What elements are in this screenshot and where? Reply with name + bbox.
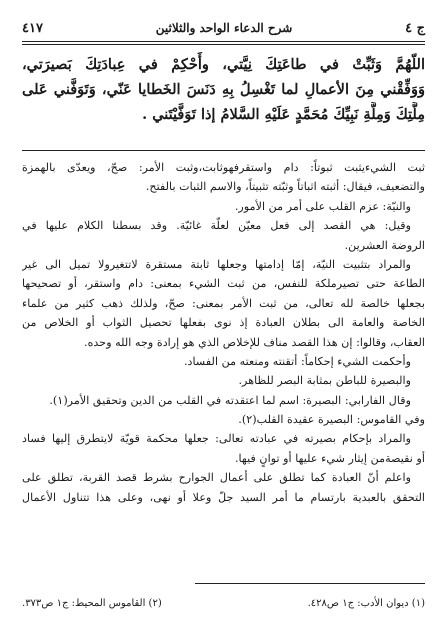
footnote-rule (195, 583, 425, 584)
section-rule (22, 150, 425, 151)
text-line: والنيّة: عزم القلب على أمر من الأمور. (234, 199, 411, 213)
text-line: العقاب، وقالوا: إن هذا القصد مناف للإخلاص الذي هو إرادة وجه الله وحده. (84, 335, 425, 349)
text-line: والمراد بتثبيت النيّة، إمّا إدامتها وجعلها ثابتة مستقرة لاتتغيرولا تميل الى غير (22, 257, 411, 271)
supplication-line: وَوَفِّقْني مِنَ الأعمالِ لما تَغْسِلُ بِهِ دَنَسَ الخَطايا عَنّي، وَتَوَفَّني عَلى (22, 81, 425, 98)
text-line: والتضعيف، فيقال: أثبته اثباتاً وثبّته تثبيتاً، والاسم الثبات بالفتح. (145, 180, 425, 194)
supplication-line: مِلَّتِكَ وَمِلَّةِ نَبِيِّكَ مُحَمَّدٍ عَلَيْهِ السَّلامُ إذا تَوَفَّيْتَني . (142, 106, 425, 123)
text-line: وفي القاموس: البصيرة عقيدة القلب(٢). (238, 413, 425, 427)
text-line: الروضة العشرين. (344, 238, 425, 252)
footnotes (22, 598, 425, 616)
footnote-1: (١) ديوان الأدب: ج١ ص٤٢٨. (307, 598, 425, 609)
supplication-text (22, 52, 425, 127)
volume-label: ج ٤ (405, 20, 425, 36)
header-rule-thin (22, 44, 425, 45)
text-line: واعلم أنّ العبادة كما تطلق على أعمال الجوارح بشرط قصد القربة، تطلق على (22, 471, 411, 485)
page-number: ٤١٧ (22, 20, 43, 36)
running-header (22, 18, 425, 38)
text-line: وأحكمت الشيء إحكاماً: أتقنته ومنعته من الفساد. (183, 354, 411, 368)
footnote-2: (٢) القاموس المحيط: ج١ ص٣٧٣. (22, 598, 162, 609)
text-line: وقال الفارابي: البصيرة: اسم لما اعتقدته في القلب من الدين وتحقيق الأمر(١). (49, 393, 411, 407)
text-line: ثبت الشيءيثبت ثبوتاً: دام واستقرفهوثابت،وثبت الأمر: صحّ، ويعدّى بالهمزة (22, 161, 425, 174)
text-line: والمراد بإحكام بصيرته في عبادته تعالى: جعلها محكمة قويّة لايتطرق إليها فساد (22, 432, 411, 446)
text-line: التحقق بالعبدية بارتسام ما أمر السيد جلّ وعلا أو نهى، وعلى هذا تتناول الأعمال (22, 490, 425, 504)
commentary-text (22, 158, 425, 507)
header-rule (22, 41, 425, 42)
text-line: وقيل: هي القصد إلى فعل معيّن لعلّة غائيّة. وقد بسطنا الكلام عليها في (22, 219, 411, 233)
text-line: والبصيرة للباطن بمثابة البصر للظاهر. (238, 374, 411, 388)
chapter-title: شرح الدعاء الواحد والثلاثين (155, 21, 293, 35)
text-line: أو نقيصةمن إيثار شيء عليها أو توانٍ فيها. (234, 451, 425, 465)
supplication-line: اللّهُمَّ وَثَبِّتْ في طاعَتِكَ نِيَّتي، وأَحْكِمْ في عِبادَتِكَ بَصيرَتي، (22, 56, 425, 73)
text-line: الطاعة حتى تصيرملكة للنفس، من ثبت الشيء بمعنى: دام واستقر، أو تصحيحها (22, 277, 425, 291)
text-line: بجعلها خالصة لله تعالى، من ثبت الأمر بمعنى: صحّ، ولذلك ذهب كثير من علماء (22, 296, 425, 310)
text-line: الخاصة والعامة الى بطلان العبادة إذ نوى بفعلها تحصيل الثواب أو الخلاص من (22, 316, 425, 330)
